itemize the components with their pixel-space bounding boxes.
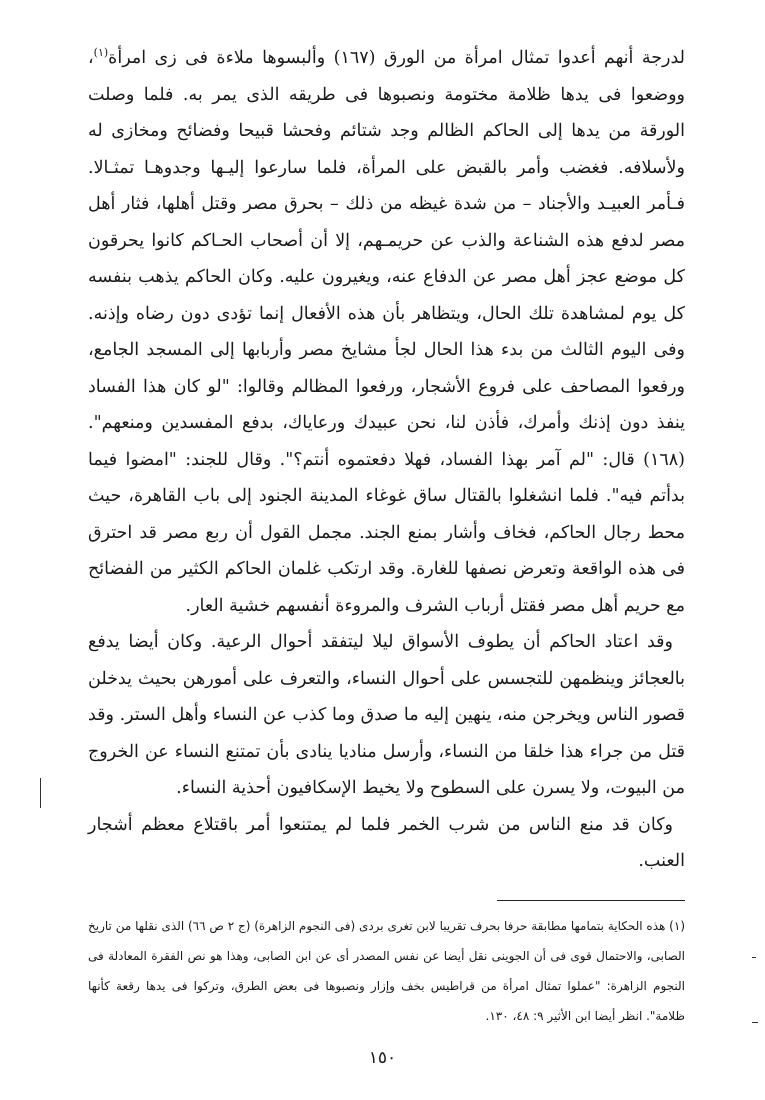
paragraph-3 [88,807,685,880]
paragraph-text: لدرجة أنهم أعدوا تمثال امرأة من الورق (١٦٧) وألبسوها ملاءة فى زى امرأة [108,48,685,68]
footnotes [88,911,685,1031]
paragraph-text: وقد اعتاد الحاكم أن يطوف الأسواق ليلا ليتفقد أحوال الرعية. وكان أيضا يدفع بالعجائز وينظمهن للتجسس على أحوال النساء، والتعرف على أمورهن بحيث يدخلن قصور الناس ويخرجن منه، ينهين إليه ما صدق وما كذب عن النساء وأهل الستر. وقد قتل من جراء هذا خلقا من النساء، وأرسل مناديا ينادى بأن تمتنع النساء عن الخروج من البيوت، ولا يسرن على السطوح ولا يخيط الإسكافيون أحذية النساء. [88,632,685,798]
margin-mark [40,778,41,808]
paragraph-text: ، ووضعوا فى يدها ظلامة مختومة ونصبوها فى طريقه الذى يمر به. فلما وصلت الورقة من يدها إلى الحاكم الظالم وجد شتائم وفحشا قبيحا وفضائح ومخازى له ولأسلافه. فغضب وأمر بالقبض على المرأة، فلما سارعوا إليـها وجدوهـا تمثـالا. فـأمر العبيـد والأجناد – من شدة غيظه من ذلك – بحرق مصر وقتل أهلها، فثار أهل مصر لدفع هذه الشناعة والذب عن حريمـهم، إلا أن أصحاب الحـاكم كانوا يحرقون كل موضع عجز أهل مصر عن الدفاع عنه، ويغيرون عليه. وكان الحاكم يذهب بنفسه كل يوم لمشاهدة تلك الحال، ويتظاهر بأن هذه الأفعال إنما تؤدى دون رضاه وإذنه. وفى اليوم الثالث من بدء هذا الحال لجأ مشايخ مصر وأربابها إلى المسجد الجامع، ورفعوا المصاحف على فروع الأشجار، ورفعوا المظالم وقالوا: "لو كان هذا الفساد ينفذ دون إذنك وأمرك، فأذن لنا، نحن عبيدك ورعاياك، بدفع المفسدين ومنعهم". (١٦٨) قال: "لم آمر بهذا الفساد، فهلا دفعتموه أنتم؟". وقال للجند: "امضوا فيما بدأتم فيه". فلما انشغلوا بالقتال ساق غوغاء المدينة الجنود إلى باب القاهرة، حيث محط رجال الحاكم، فخاف وأشار بمنع الجند. مجمل القول أن ربع مصر قد احترق فى هذه الواقعة وتعرض نصفها للغارة. وقد ارتكب غلمان الحاكم الكثير من الفضائح مع حريم أهل مصر فقتل أرباب الشرف والمروءة أنفسهم خشية العار. [88,48,685,616]
footnote-1: (١) هذه الحكاية بتمامها مطابقة حرفا بحرف تقريبا لابن تغرى بردى (فى النجوم الزاهرة) (ج ٢ ص ٦٦) الذى نقلها من تاريخ الصابى، والاحتمال قوى فى أن الجوينى نقل أيضا عن نفس المصدر أى عن ابن الصابى، وهذا هو نص الفقرة المعادلة فى النجوم الزاهرة: "عملوا تمثال امرأة من قراطيس بخف وإزار ونصبوها فى بعض الطرق، وتركوا فى يدها رقعة كأنها ظلامة". انظر أيضا ابن الأثير ٩: ٤٨، ١٣٠. [88,919,685,1023]
paragraph-text: وكان قد منع الناس من شرب الخمر فلما لم يمتنعوا أمر باقتلاع معظم أشجار العنب. [88,814,685,871]
footnote-separator [497,900,685,901]
main-text [88,40,685,880]
paragraph-1 [88,40,685,624]
margin-mark [752,1022,758,1023]
footnote-marker[interactable]: (١) [93,46,109,60]
page-number: ١٥٠ [368,1048,397,1068]
margin-mark [752,957,756,958]
paragraph-2 [88,624,685,807]
